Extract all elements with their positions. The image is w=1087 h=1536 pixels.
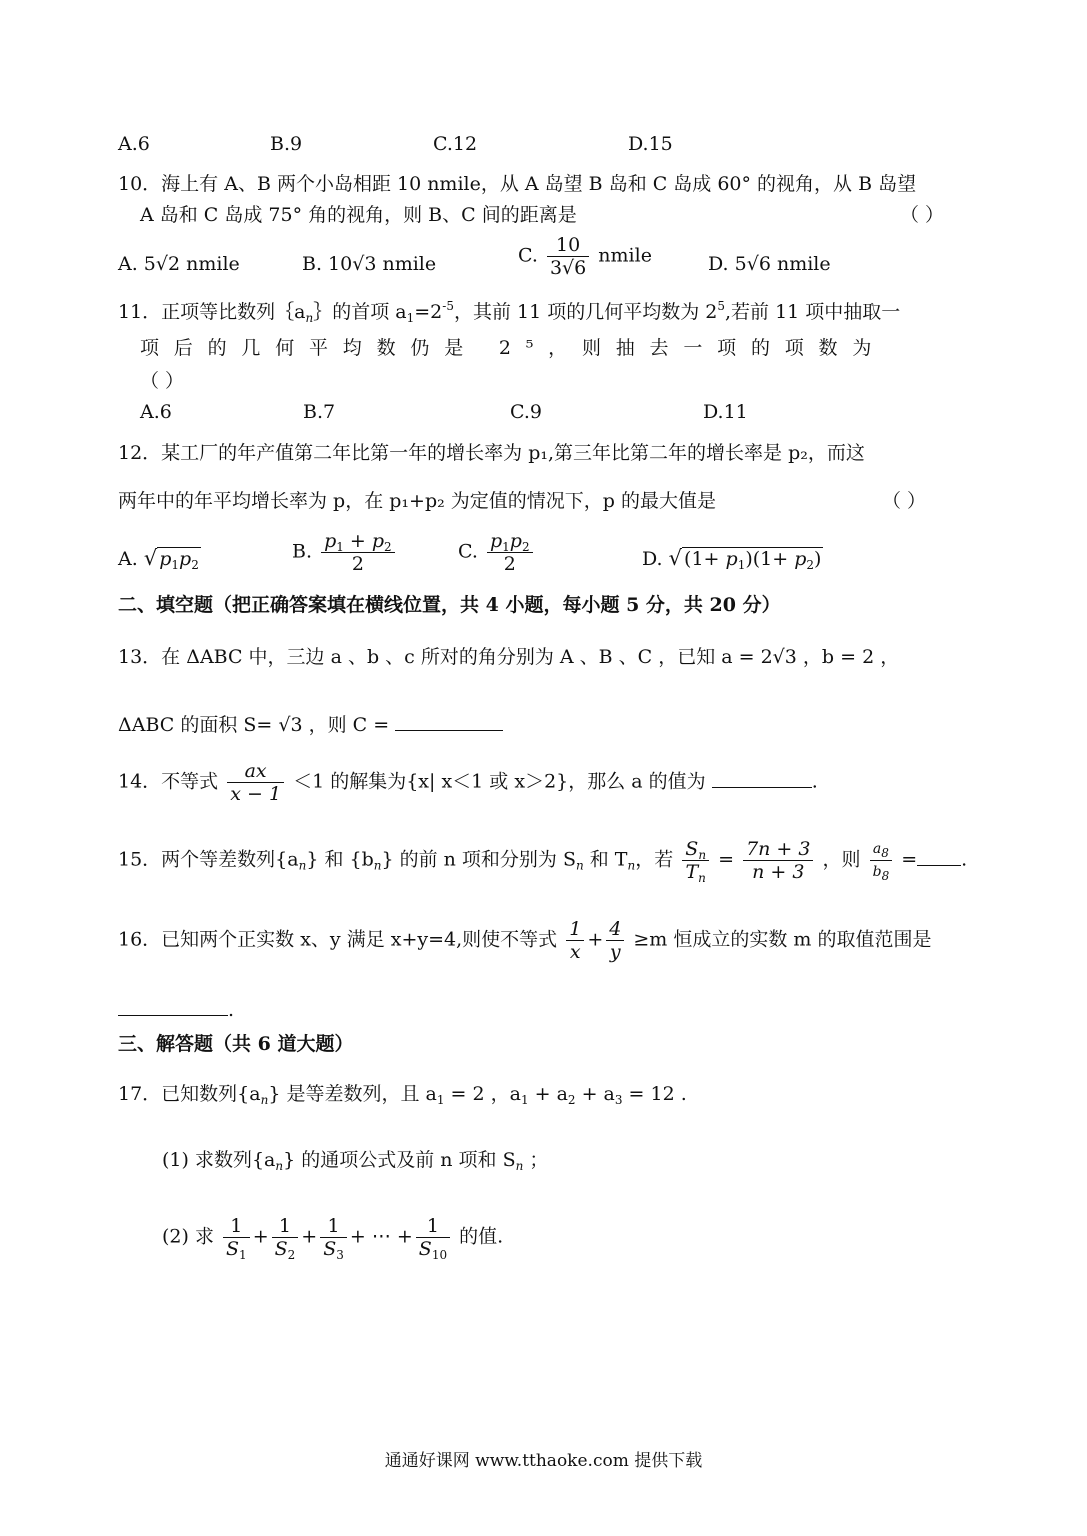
q11-text-e: ,若前 11 项中抽取一	[725, 301, 901, 323]
q11-text-a: 11．正项等比数列｛a	[118, 301, 306, 323]
q11-line-3: （ ）	[140, 370, 185, 392]
q12-option-a: A. √ $p_1p_2$	[118, 546, 199, 572]
q16-answer-blank[interactable]	[118, 995, 228, 1016]
q17-part1-c: ；	[523, 1149, 549, 1171]
q13-answer-blank[interactable]	[395, 710, 503, 731]
q17-part1-a: (1) 求数列{a	[162, 1149, 276, 1171]
q14-numerator: ax	[244, 760, 267, 782]
q12-option-d-label: D.	[642, 548, 663, 570]
q10-option-c-label: C.	[518, 244, 538, 267]
q17-part2-b: 的值.	[459, 1225, 504, 1248]
q10-option-c-numerator: 10	[556, 234, 581, 256]
q10-option-c-fraction	[547, 234, 589, 279]
q14-line: 14．不等式 $\frac{ax}{x - 1}$ ＜1 的解集为{x| x＜1 或 x＞2}，那么 a 的值为 .	[118, 760, 818, 805]
q9-option-b: B.9	[270, 133, 303, 155]
q10-option-b: B. 10√3 nmile	[302, 253, 437, 275]
q10-option-c	[518, 234, 652, 279]
q10-option-c-denominator: 3√6	[547, 256, 589, 279]
q11-option-a: A.6	[140, 401, 172, 423]
q16-line-1: 16．已知两个正实数 x、y 满足 x+y=4,则使不等式 $\frac{1}{x}$ + $\frac{4}{y}$ ≥m 恒成立的实数 m 的取值范围是	[118, 918, 932, 963]
q12-option-b-label: B.	[292, 540, 313, 563]
q12-answer-paren: （ ）	[882, 490, 927, 512]
q12-option-d: D. √ $(1+ p_1)(1+ p_2)$	[642, 546, 822, 572]
q11-option-b: B.7	[303, 401, 336, 423]
q15-prefix: 15．两个等差数列{a	[118, 848, 299, 871]
q16-text-b: ≥m 恒成立的实数 m 的取值范围是	[633, 928, 932, 951]
q12-option-a-label: A.	[118, 548, 138, 570]
q17-line-1: 17．已知数列$\{a_n\}$ 是等差数列，且 $a_1 = 2$ ，$a_1 + a_2 + a_3 = 12$ .	[118, 1083, 687, 1107]
q10-answer-paren: （ ）	[900, 204, 945, 226]
q9-option-d: D.15	[628, 133, 673, 155]
q15-then: ，则	[822, 848, 861, 871]
q15-rhs-numerator: 7n + 3	[746, 838, 811, 860]
q15-mid4: ，若	[635, 848, 674, 871]
q9-option-a: A.6	[118, 133, 150, 155]
q14-answer-blank[interactable]	[712, 767, 812, 788]
q14-denominator: x − 1	[227, 782, 284, 805]
q11-text-b: ｝的首项 a	[313, 301, 407, 323]
q17-part-1: (1) 求数列$\{a_n\}$ 的通项公式及前 n 项和 $S_n$ ；	[162, 1149, 549, 1173]
q13-text: ΔABC 的面积 S= √3 ，则 C =	[118, 714, 390, 736]
q15-line: 15．两个等差数列$\{a_n\}$ 和 $\{b_n\}$ 的前 n 项和分别为 $S_n$ 和 $T_n$，若 $\frac{S_n}{T_n}$ = $\frac{7n + 3}{n + 3}$ ，则 $\frac{a_8}{b_8}$ = .	[118, 838, 968, 885]
q11-option-d: D.11	[703, 401, 748, 423]
q12-option-b: B. $\frac{p_1 + p_2}{2}$	[292, 530, 398, 575]
q17-text-c: = 2 ，a	[444, 1083, 521, 1105]
q13-line-1: 13．在 ΔABC 中，三边 a 、b 、c 所对的角分别为 A 、B 、C ，已知 a = 2√3 ，b = 2 ，	[118, 646, 900, 668]
q11-text-c: =2	[414, 301, 443, 323]
q12-line-2: 两年中的年平均增长率为 p，在 p₁+p₂ 为定值的情况下，p 的最大值是	[118, 490, 716, 512]
q17-text-a: 17．已知数列{a	[118, 1083, 261, 1105]
q10-line-2: A 岛和 C 岛成 75° 角的视角，则 B、C 间的距离是	[140, 204, 577, 226]
q15-mid2: } 的前 n 项和分别为 S	[381, 848, 576, 871]
q12-line-1: 12．某工厂的年产值第二年比第一年的增长率为 p₁,第三年比第二年的增长率是 p₂，而这	[118, 442, 865, 464]
section-3-heading: 三、解答题（共 6 道大题）	[118, 1033, 354, 1055]
q11-line-1: 11．正项等比数列$\{a_n\}$的首项 $a_1=2^{-5}$，其前 11 项的几何平均数为 $2^5$,若前 11 项中抽取一	[118, 299, 901, 325]
q16-line-2: .	[118, 995, 234, 1022]
q10-line-1: 10．海上有 A、B 两个小岛相距 10 nmile，从 A 岛望 B 岛和 C 岛成 60° 的视角，从 B 岛望	[118, 173, 917, 195]
q10-option-c-unit: nmile	[598, 244, 652, 267]
q11-option-c: C.9	[510, 401, 542, 423]
q17-part-2: (2) 求 $\frac{1}{S_1}$ + $\frac{1}{S_2}$ + $\frac{1}{S_3}$ + ⋯ + $\frac{1}{S_{10}}$ 的值.	[162, 1215, 504, 1262]
q17-text-f: = 12 .	[622, 1083, 687, 1105]
q17-text-d: + a	[528, 1083, 568, 1105]
q17-part2-a: (2) 求	[162, 1225, 214, 1248]
q16-text-a: 16．已知两个正实数 x、y 满足 x+y=4,则使不等式	[118, 928, 558, 951]
q17-text-e: + a	[575, 1083, 615, 1105]
page-footer: 通通好课网 www.tthaoke.com 提供下载	[384, 1451, 703, 1471]
q14-suffix: ＜1 的解集为{x| x＜1 或 x＞2}，那么 a 的值为	[293, 770, 706, 793]
q10-option-a: A. 5√2 nmile	[118, 253, 240, 275]
q14-prefix: 14．不等式	[118, 770, 219, 793]
q15-mid3: 和 T	[583, 848, 628, 871]
q15-answer-blank[interactable]	[917, 845, 961, 866]
q13-line-2	[118, 710, 503, 737]
q11-line-2: 项后的几何平均数仍是 2⁵，则抽去一项的项数为	[140, 337, 887, 359]
q9-option-c: C.12	[433, 133, 478, 155]
q15-mid: } 和 {b	[306, 848, 374, 871]
section-2-heading: 二、填空题（把正确答案填在横线位置，共 4 小题，每小题 5 分，共 20 分）	[118, 594, 781, 616]
q15-equals: =	[718, 848, 735, 871]
q10-option-d: D. 5√6 nmile	[708, 253, 831, 275]
q17-part1-b: } 的通项公式及前 n 项和 S	[283, 1149, 516, 1171]
q12-option-c-label: C.	[458, 540, 478, 563]
q17-text-b: } 是等差数列，且 a	[268, 1083, 437, 1105]
q12-option-c: C. $\frac{p_1p_2}{2}$	[458, 530, 536, 575]
q15-rhs-denominator: n + 3	[743, 860, 813, 883]
q11-text-d: ，其前 11 项的几何平均数为 2	[453, 301, 718, 323]
